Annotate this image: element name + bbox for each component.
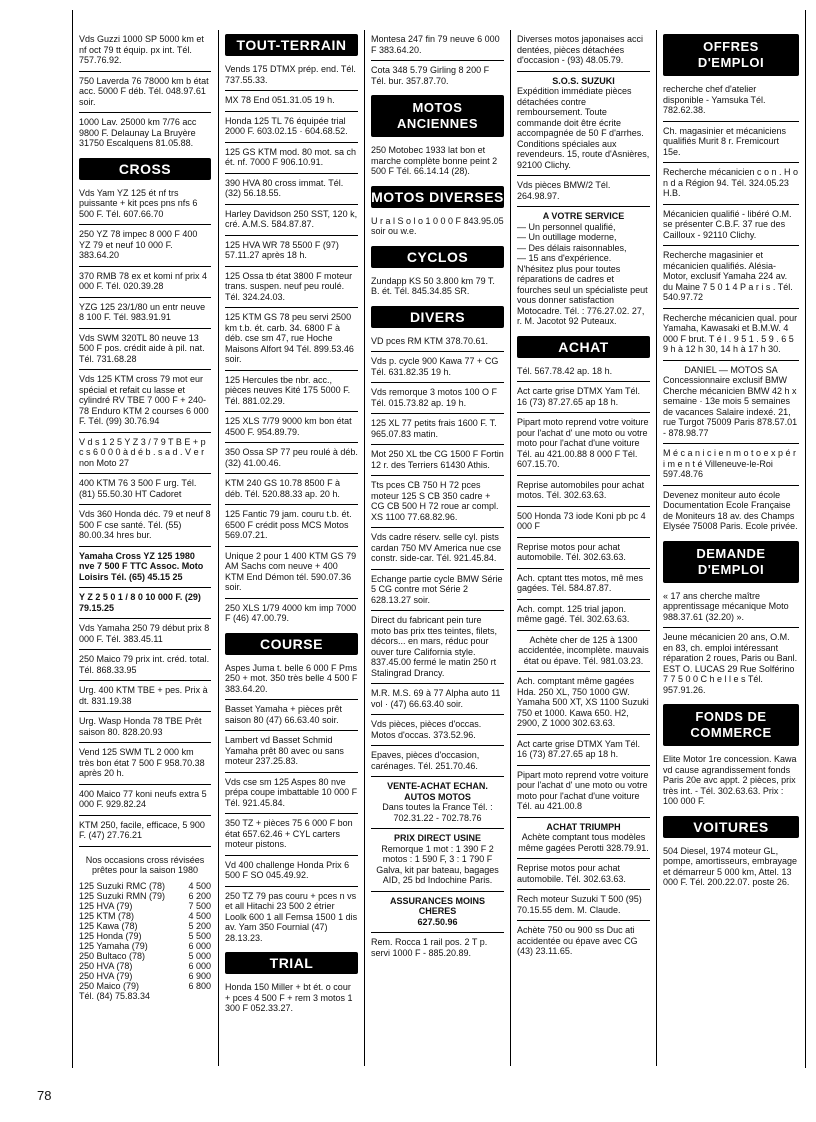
box-title: ASSURANCES MOINS CHERES bbox=[389, 895, 485, 916]
classified-ad: Ach. compt. 125 trial japon. même gagé. Tél. 302.63.63. bbox=[517, 600, 650, 631]
triumph-box bbox=[517, 818, 650, 860]
column-3 bbox=[364, 30, 510, 1066]
classified-ad: 250 TZ 79 pas couru + pces n vs et all Hitachi 23 500 2 étrier Loolk 600 1 all Femsa 1500 1 dis av. Yam 350 Fournial (47) 28.13.23. bbox=[225, 890, 358, 943]
occasion-model: 250 HVA (78) bbox=[79, 960, 133, 971]
occasion-price: 6 000 bbox=[188, 940, 211, 951]
occasion-row bbox=[79, 941, 211, 951]
occasion-price: 5 500 bbox=[188, 930, 211, 941]
occasions-title: Nos occasions cross révisées prêtes pour la saison 1980 bbox=[85, 854, 205, 875]
classified-ad: Reprise motos pour achat automobile. Tél. 302.63.63. bbox=[517, 538, 650, 569]
occasion-row bbox=[79, 971, 211, 981]
classified-ad: 125 XLS 7/79 9000 km bon état 4500 F. 954.89.79. bbox=[225, 412, 358, 443]
classified-ad: Vds cse sm 125 Aspes 80 nve prépa coupe imbattable 10 000 F Tél. 921.45.84. bbox=[225, 773, 358, 815]
section-header-motos-diverses: MOTOS DIVERSES bbox=[371, 186, 504, 208]
classified-ad: Cota 348 5.79 Girling 8 200 F Tél. bur. 357.87.70. bbox=[371, 65, 490, 86]
classified-ad: Recherche magasinier et mécanicien qualifiés. Alésia-Motor, exclusif Yamaha 224 av. du Maine 7 5 0 1 4 P a r i s . Tél. 540.97.72 bbox=[663, 246, 799, 309]
service-line: — Un personnel qualifié, bbox=[517, 221, 616, 232]
header-line: D'EMPLOI bbox=[697, 561, 765, 577]
header-line: MOTOS bbox=[412, 100, 463, 115]
classified-ad: Diverses motos japonaises acci dentées, pièces détachées d'occasion - (93) 48.05.79. bbox=[517, 30, 650, 72]
classified-ad: Basset Yamaha + pièces prêt saison 80 (47) 66.63.40 soir. bbox=[225, 700, 358, 731]
occasion-price: 7 500 bbox=[188, 900, 211, 911]
classified-ad: Tél. 567.78.42 ap. 18 h. bbox=[517, 362, 650, 383]
column-1 bbox=[73, 30, 217, 1066]
service-line: — 15 ans d'expérience. bbox=[517, 253, 612, 263]
classified-ad: VD pces RM KTM 378.70.61. bbox=[371, 332, 504, 353]
classified-ad: Mécanicien qualifié - libéré O.M. se présenter C.B.F. 37 rue des Cailloux - 92110 Clichy. bbox=[663, 205, 799, 247]
occasion-row bbox=[79, 931, 211, 941]
classified-ad: Lambert vd Basset Schmid Yamaha prêt 80 avec ou sans moteur 237.25.83. bbox=[225, 731, 358, 773]
classified-ad: Tts pces CB 750 H 72 pces moteur 125 S CB 350 cadre + CG CB 500 H 72 roue ar compl. XS 1100 77.68.82.96. bbox=[371, 476, 504, 528]
classified-ad: Y Z 2 5 0 1 / 8 0 10 000 F. (29) 79.15.25 bbox=[79, 588, 211, 619]
header-line: DEMANDE bbox=[696, 545, 766, 561]
occasion-price: 6 900 bbox=[188, 970, 211, 981]
header-line: ANCIENNES bbox=[396, 116, 479, 131]
box-title: A VOTRE SERVICE bbox=[542, 211, 625, 221]
classified-ad: Act carte grise DTMX Yam Tél. 16 (73) 87.27.65 ap 18 h. bbox=[517, 735, 650, 766]
classified-ad: 125 XL 77 petits frais 1600 F. T. 965.07.83 matin. bbox=[371, 414, 504, 445]
classified-ad: 400 Maico 77 koni neufs extra 5 000 F. 929.82.24 bbox=[79, 785, 211, 816]
section-header-tout-terrain: TOUT-TERRAIN bbox=[225, 34, 358, 56]
occasion-model: 125 Honda (79) bbox=[79, 930, 142, 941]
header-line: FONDS DE bbox=[695, 709, 767, 724]
classified-ad: Zundapp KS 50 3.800 km 79 T. B. ét. Tél. 845.34.85 SR. bbox=[371, 275, 495, 296]
section-header-demande-emploi bbox=[663, 541, 799, 583]
classified-ad: Recherche mécanicien qual. pour Yamaha, Kawasaki et B.M.W. 4 000 F brut. T é l . 9 5 1 . 5 9 . 6 5 9 h à 12 h 30, 14 h à 17 h 30. bbox=[663, 309, 799, 361]
classified-ad: 350 TZ + pièces 75 6 000 F bon état 657.62.46 + CYL carters moteur pistons. bbox=[225, 814, 358, 856]
occasions-phone: Tél. (84) 75.83.34 bbox=[79, 990, 151, 1001]
classified-ad: Vds 360 Honda déc. 79 et neuf 8 500 F cse santé. Tél. (55) 80.00.34 hres bur. bbox=[79, 505, 211, 547]
occasion-row bbox=[79, 881, 211, 891]
column-5 bbox=[656, 30, 805, 1066]
section-header-offres-emploi bbox=[663, 34, 799, 76]
vente-achat-box bbox=[371, 777, 504, 829]
classified-ad: Harley Davidson 250 SST, 120 k, cré. A.M.S. 584.87.87. bbox=[225, 205, 358, 236]
classified-ad: Vds remorque 3 motos 100 O F Tél. 015.73.82 ap. 19 h. bbox=[371, 383, 504, 414]
classified-ad: Rech moteur Suzuki T 500 (95) 70.15.55 dem. M. Claude. bbox=[517, 890, 650, 921]
classified-ad: Urg. Wasp Honda 78 TBE Prêt saison 80. 828.20.93 bbox=[79, 712, 211, 743]
occasion-model: 250 HVA (79) bbox=[79, 970, 133, 981]
classified-ad: 125 KTM GS 78 peu servi 2500 km t.b. ét. carb. 34. 6800 F à déb. cse sm 47, rue Hoche Maisons Alfort 94 Tél. 899.53.46 soir. bbox=[225, 308, 358, 371]
occasion-row bbox=[79, 961, 211, 971]
classified-ad: MX 78 End 051.31.05 19 h. bbox=[225, 91, 358, 112]
classified-ad: 504 Diesel, 1974 moteur GL, pompe, amortisseurs, embrayage et démarreur 5 000 km, Attel. 13 000 F. Tél. 200.22.07. poste 26. bbox=[663, 845, 798, 887]
column-4 bbox=[510, 30, 656, 1066]
occasion-price: 4 500 bbox=[188, 910, 211, 921]
classified-ad: « 17 ans cherche maître apprentissage mécanique Moto 988.37.61 (32.20) ». bbox=[663, 587, 799, 629]
classified-ad: Mot 250 XL tbe CG 1500 F Fortin 12 r. des Terriers 61430 Athis. bbox=[371, 445, 504, 476]
occasion-row bbox=[79, 981, 211, 991]
classified-ad: Pipart moto reprend votre voiture pour l'achat d' une moto ou votre moto pour l'achat d'une voiture Tél. au 421.00.8 bbox=[517, 766, 650, 818]
occasion-price: 4 500 bbox=[188, 880, 211, 891]
box-text: Expédition immédiate pièces détachées contre remboursement. Toute commande doit être écrite accompagnée de 50 F d'arrhes. Conditions spéciales aux revendeurs. 15, route d'Asnières, 92100 Clichy. bbox=[517, 86, 650, 170]
section-header-cross: CROSS bbox=[79, 158, 211, 180]
classified-ad: 125 Fantic 79 jam. couru t.b. ét. 6500 F crédit poss MCS Motos 569.07.21. bbox=[225, 505, 358, 547]
assurances-box bbox=[371, 892, 504, 934]
classified-ad: 500 Honda 73 iode Koni pb pc 4 000 F bbox=[517, 507, 650, 538]
occasion-price: 6 800 bbox=[188, 980, 211, 991]
classified-ad: Achète 750 ou 900 ss Duc ati accidentée ou épave avec CG (43) 23.11.65. bbox=[517, 925, 638, 956]
classified-ad: Ach. cptant ttes motos, mê mes gagées. Tél. 584.87.87. bbox=[517, 569, 650, 600]
classified-ad: Reprise automobiles pour achat motos. Tél. 302.63.63. bbox=[517, 476, 650, 507]
classified-ad: Direct du fabricant pein ture moto bas prix ttes teintes, filets, décors... en mars, réduc pour ouver ture California style. 837.45.00 fermé le matin 250 rt Stalingrad Drancy. bbox=[371, 611, 504, 684]
classified-ad: Vds p. cycle 900 Kawa 77 + CG Tél. 631.82.35 19 h. bbox=[371, 352, 504, 383]
box-text: Achète comptant tous modèles même gagées Perotti 328.79.91. bbox=[518, 832, 649, 853]
classified-ad: U r a l S o l o 1 0 0 0 F 843.95.05 soir ou w.e. bbox=[371, 215, 504, 236]
classified-ad: Montesa 247 fin 79 neuve 6 000 F 383.64.20. bbox=[371, 30, 504, 61]
service-box bbox=[517, 207, 650, 332]
box-title: VENTE-ACHAT ECHAN. AUTOS MOTOS bbox=[387, 781, 488, 802]
prix-direct-box bbox=[371, 829, 504, 892]
occasion-model: 125 HVA (79) bbox=[79, 900, 133, 911]
occasion-price: 5 000 bbox=[188, 950, 211, 961]
classified-ad: Jeune mécanicien 20 ans, O.M. en 83, ch. emploi intéressant réparation 2 roues, Paris ou Banl. EST O. LUCAS 29 Rue Solférino 7 7 5 0 0 C h e l l e s Tél. 957.91.26. bbox=[663, 632, 798, 695]
classified-ad: M.R. M.S. 69 à 77 Alpha auto 11 vol · (47) 66.63.40 soir. bbox=[371, 684, 504, 715]
occasion-price: 6 000 bbox=[188, 960, 211, 971]
page-number: 78 bbox=[37, 1088, 52, 1103]
classified-ad: Devenez moniteur auto école Documentation Ecole Française de Moniteurs 18 av. des Champs Elysée 75008 Paris. Ecole privée. bbox=[663, 489, 798, 531]
classified-ad: 750 Laverda 76 78000 km b état acc. 5000 F déb. Tél. 048.97.61 soir. bbox=[79, 72, 211, 114]
classified-ad: 125 GS KTM mod. 80 mot. sa ch ét. nf. 7000 F 906.10.91. bbox=[225, 143, 358, 174]
occasion-row bbox=[79, 891, 211, 901]
classified-ad: Vend 125 SWM TL 2 000 km très bon état 7 500 F 958.70.38 après 20 h. bbox=[79, 743, 211, 785]
classified-ad: Recherche mécanicien c o n . H o n d a Région 94. Tél. 324.05.23 H.B. bbox=[663, 163, 799, 205]
occasion-model: 125 Kawa (78) bbox=[79, 920, 138, 931]
classified-ad: 390 HVA 80 cross immat. Tél. (32) 56.18.55. bbox=[225, 174, 358, 205]
occasion-model: 250 Bultaco (78) bbox=[79, 950, 146, 961]
classified-ad: Elite Motor 1re concession. Kawa vd cause agrandissement fonds Paris 20e avc appt. 2 pièces, prix très int. - Tél. 302.63.63. Prix : 100 000 F. bbox=[663, 754, 797, 806]
classified-ad: 1000 Lav. 25000 km 7/76 acc 9800 F. Delaunay La Bruyère 31750 Escalquens 81.05.88. bbox=[79, 117, 197, 148]
header-line: D'EMPLOI bbox=[697, 55, 765, 70]
classified-ad: 125 Ossa tb état 3800 F moteur trans. suspen. neuf peu roulé. Tél. 324.24.03. bbox=[225, 267, 358, 309]
service-line: — Des délais raisonnables, bbox=[517, 242, 627, 253]
classified-ad: Vds SWM 320TL 80 neuve 13 500 F pos. crédit aide à pil. nat. Tél. 731.68.28 bbox=[79, 329, 211, 371]
classified-ad: Vd 400 challenge Honda Prix 6 500 F SO 045.49.92. bbox=[225, 856, 358, 887]
classified-ad: Vds Yam YZ 125 ét nf trs puissante + kit pces pns nfs 6 500 F. Tél. 607.66.70 bbox=[79, 184, 211, 226]
classified-ad: 125 HVA WR 78 5500 F (97) 57.11.27 après 18 h. bbox=[225, 236, 358, 267]
section-header-cyclos: CYCLOS bbox=[371, 246, 504, 268]
classified-ad: KTM 250, facile, efficace, 5 900 F. (47) 27.76.21 bbox=[79, 816, 211, 847]
classified-ad: KTM 240 GS 10.78 8500 F à déb. Tél. 520.88.33 ap. 20 h. bbox=[225, 474, 358, 505]
classified-ad: 125 Hercules tbe nbr. acc., pièces neuves Kité 175 5000 F. Tél. 881.02.29. bbox=[225, 371, 358, 413]
occasion-model: 125 KTM (78) bbox=[79, 910, 135, 921]
classified-ad: M é c a n i c i e n m o t o e x p é r i m e n t é Villeneuve-le-Roi 597.48.76 bbox=[663, 444, 799, 486]
classified-ad: Echange partie cycle BMW Série 5 CG contre mot Série 2 628.13.27 soir. bbox=[371, 570, 504, 612]
classified-ad: YZG 125 23/1/80 un entr neuve 8 100 F. Tél. 983.91.91 bbox=[79, 298, 211, 329]
box-title: DANIEL — MOTOS SA bbox=[684, 364, 778, 375]
occasion-row bbox=[79, 921, 211, 931]
section-header-motos-anciennes bbox=[371, 95, 504, 137]
section-header-fonds-commerce bbox=[663, 704, 799, 746]
classified-ad: Ach. comptant même gagées Hda. 250 XL, 750 1000 GW. Yamaha 500 XT, XS 1100 Suzuki 750 et 1000. Kawa 650. H2, 2900, Z 1000 302.63.63. bbox=[517, 672, 650, 735]
classifieds-page bbox=[72, 10, 806, 1068]
classified-ad: Ch. magasinier et mécaniciens qualifiés Murit 8 r. Fremicourt 15e. bbox=[663, 122, 799, 164]
occasion-model: 125 Suzuki RMC (78) bbox=[79, 880, 166, 891]
box-text: Concessionnaire exclusif BMW Cherche mécanicien BMW 42 h x semaine · 13e mois 5 semaines de vacances Salaire indexé. 21, rue Turgot 75009 Paris 878.57.01 - 878.98.77 bbox=[663, 375, 798, 438]
classified-ad: Vds Yamaha 250 79 début prix 8 000 F. Tél. 383.45.11 bbox=[79, 619, 211, 650]
occasion-price: 5 200 bbox=[188, 920, 211, 931]
section-header-voitures: VOITURES bbox=[663, 816, 799, 838]
classified-ad: Epaves, pièces d'occasion, carénages. Tél. 251.70.46. bbox=[371, 746, 504, 777]
classified-ad: Pipart moto reprend votre voiture pour l'achat d' une moto ou votre moto pour l'achat d'une voiture Tél. au 421.00.88 8 000 F Tél. 607.15.70. bbox=[517, 413, 650, 476]
classified-ad: 400 KTM 76 3 500 F urg. Tél. (81) 55.50.30 HT Cadoret bbox=[79, 474, 211, 505]
header-line: OFFRES bbox=[703, 39, 759, 54]
header-line: COMMERCE bbox=[690, 725, 772, 740]
classified-ad: recherche chef d'atelier disponible - Yamsuka Tél. 782.62.38. bbox=[663, 80, 799, 122]
classified-ad: Honda 150 Miller + bt ét. o cour + pces 4 500 F + rem 3 motos 1 300 F 052.33.27. bbox=[225, 982, 353, 1013]
occasion-model: 125 Suzuki RMN (79) bbox=[79, 890, 166, 901]
classified-ad: Vends 175 DTMX prép. end. Tél. 737.55.33. bbox=[225, 60, 358, 91]
column-2 bbox=[218, 30, 364, 1066]
classified-ad: Aspes Juma t. belle 6 000 F Pms 250 + mot. 350 très belle 4 500 F 383.64.20. bbox=[225, 659, 358, 701]
classified-ad: V d s 1 2 5 Y Z 3 / 7 9 T B E + p c s 6 0 0 0 à d é b . s a d . V e r non Moto 27 bbox=[79, 433, 211, 475]
classified-ad: Yamaha Cross YZ 125 1980 nve 7 500 F TTC Assoc. Moto Loisirs Tél. (65) 45.15 25 bbox=[79, 547, 211, 589]
box-text: 627.50.96 bbox=[417, 916, 458, 927]
classified-ad: Reprise motos pour achat automobile. Tél. 302.63.63. bbox=[517, 859, 650, 890]
classified-ad: 350 Ossa SP 77 peu roulé à déb. (32) 41.00.46. bbox=[225, 443, 358, 474]
occasion-row bbox=[79, 901, 211, 911]
classified-ad: Rem. Rocca 1 rail pos. 2 T p. servi 1000 F - 885.20.89. bbox=[371, 937, 488, 958]
box-text: Remorque 1 mot : 1 390 F 2 motos : 1 590 F, 3 : 1 790 F Galva, kit par bateau, bagages AID, 25 bd Indochine Paris. bbox=[376, 843, 499, 885]
classified-ad: 250 YZ 78 impec 8 000 F 400 YZ 79 et neuf 10 000 F. 383.64.20 bbox=[79, 225, 211, 267]
classified-ad: Honda 125 TL 76 équipée trial 2000 F. 603.02.15 · 604.68.52. bbox=[225, 112, 358, 143]
classified-ad: Vds 125 KTM cross 79 mot eur spécial et refait cu lasse et cylindré RV TBE 7 000 F + 240-78 Enduro KTM 2 courses 6 000 F. Tél. (99) 30.76.94 bbox=[79, 370, 211, 433]
occasion-row bbox=[79, 911, 211, 921]
box-title: S.O.S. SUZUKI bbox=[552, 75, 615, 86]
section-header-achat: ACHAT bbox=[517, 336, 650, 358]
classified-ad: Act carte grise DTMX Yam Tél. 16 (73) 87.27.65 ap 18 h. bbox=[517, 382, 650, 413]
classified-ad: Vds cadre réserv. selle cyl. pists cardan 750 MV America nue cse constr. side-car. Tél. 921.45.84. bbox=[371, 528, 504, 570]
classified-ad: Vds pièces BMW/2 Tél. 264.98.97. bbox=[517, 176, 650, 207]
box-text: Dans toutes la France Tél. : 702.31.22 - 702.78.76 bbox=[382, 802, 493, 823]
classified-ad: Urg. 400 KTM TBE + pes. Prix à dt. 831.19.38 bbox=[79, 681, 211, 712]
occasion-model: 125 Yamaha (79) bbox=[79, 940, 148, 951]
box-title: PRIX DIRECT USINE bbox=[393, 833, 481, 843]
classified-ad: 250 Motobec 1933 lat bon et marche complète bonne peint 2 500 F Tél. 66.14.14 (28). bbox=[371, 145, 498, 176]
service-line: — Un outillage moderne, bbox=[517, 232, 617, 242]
classified-ad: 250 Maico 79 prix int. créd. total. Tél. 868.33.95 bbox=[79, 650, 211, 681]
occasion-price: 6 200 bbox=[188, 890, 211, 901]
classified-ad: Vds pièces, pièces d'occas. Motos d'occas. 373.52.96. bbox=[371, 715, 504, 746]
occasion-model: 250 Maico (79) bbox=[79, 980, 140, 991]
classified-ad: 370 RMB 78 ex et komi nf prix 4 000 F. Tél. 020.39.28 bbox=[79, 267, 211, 298]
section-header-course: COURSE bbox=[225, 633, 358, 655]
section-header-trial: TRIAL bbox=[225, 952, 358, 974]
box-title: ACHAT TRIUMPH bbox=[546, 821, 621, 832]
classified-ad: Unique 2 pour 1 400 KTM GS 79 AM Sachs com neuve + 400 KTM End Démon tél. 590.07.36 soir. bbox=[225, 547, 358, 599]
achete-box: Achète cher de 125 à 1300 accidentée, incomplète. mauvais état ou épave. Tél. 981.03.23. bbox=[517, 631, 650, 673]
occasions-table bbox=[79, 881, 211, 991]
occasion-row bbox=[79, 951, 211, 961]
sos-suzuki-box bbox=[517, 72, 650, 177]
classified-ad: 250 XLS 1/79 4000 km imp 7000 F (46) 47.00.79. bbox=[225, 602, 357, 623]
daniel-motos-box bbox=[663, 361, 799, 445]
classified-ad: Vds Guzzi 1000 SP 5000 km et nf oct 79 tt équip. px int. Tél. 757.76.92. bbox=[79, 30, 211, 72]
service-line: N'hésitez plus pour toutes réparations de cadres et fourches seul un spécialiste peut vous donner satisfaction Motocadre. Tél. : 776.27.02. 27, r. M. Jacotot 92 Puteaux. bbox=[517, 263, 648, 326]
section-header-divers: DIVERS bbox=[371, 306, 504, 328]
